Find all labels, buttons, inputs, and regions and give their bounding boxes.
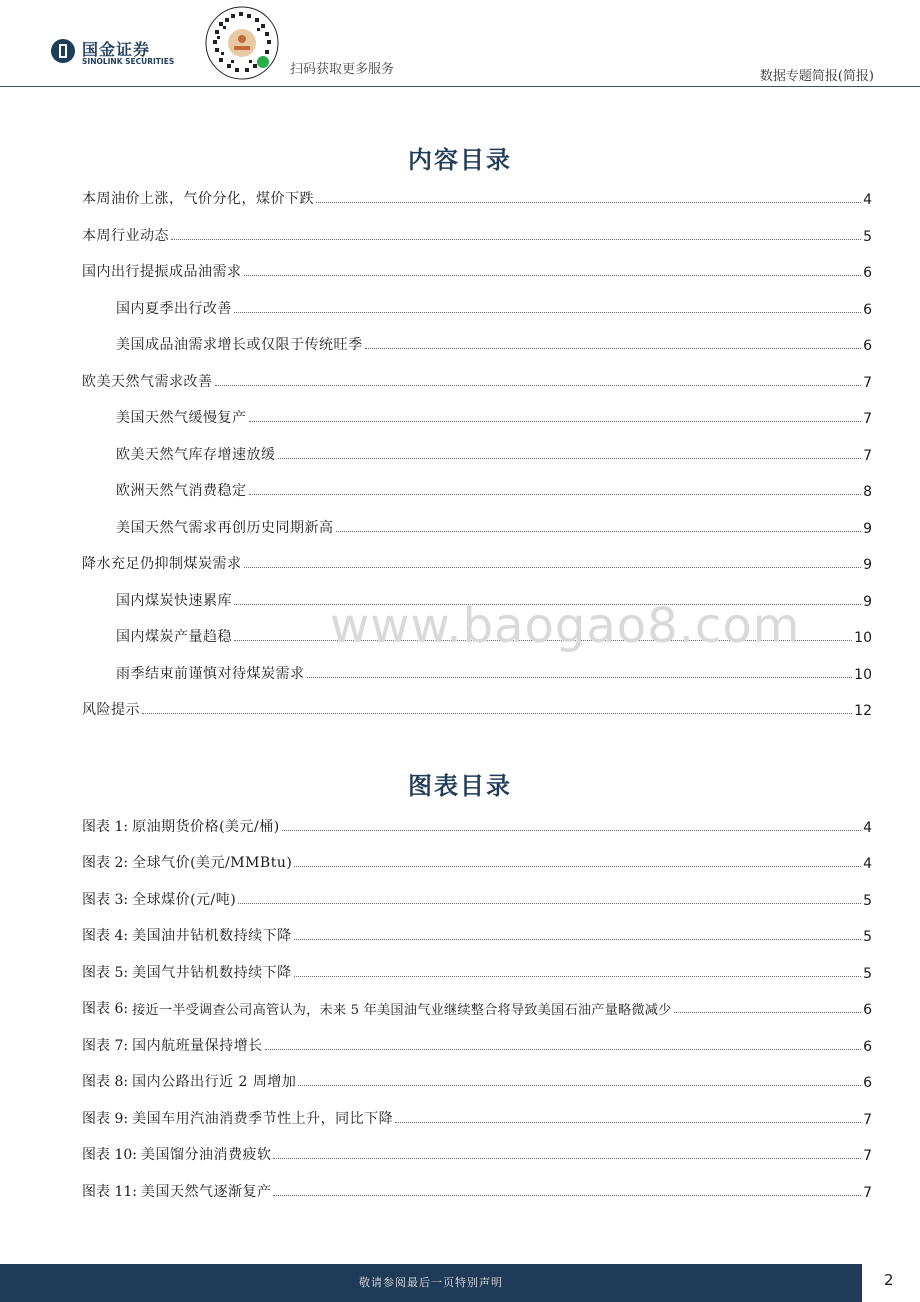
- page-ref: 9: [863, 521, 872, 537]
- dot-leader: [215, 385, 862, 386]
- toc-subentry[interactable]: [116, 405, 872, 427]
- figure-list-title: 图表目录: [408, 771, 512, 800]
- figure-number: 图表 3:: [82, 892, 129, 908]
- entry-label: 本周行业动态: [82, 228, 169, 244]
- page-ref: 10: [854, 630, 872, 646]
- figure-entry[interactable]: [82, 1179, 872, 1201]
- page-ref: 9: [863, 594, 872, 610]
- entry-label: 美国车用汽油消费季节性上升，同比下降: [132, 1111, 394, 1127]
- entry-label: 美国成品油需求增长或仅限于传统旺季: [116, 337, 363, 353]
- figure-entry[interactable]: [82, 1033, 872, 1055]
- page-ref: 4: [863, 192, 872, 208]
- figure-number: 图表 11:: [82, 1184, 137, 1200]
- dot-leader: [282, 830, 861, 831]
- entry-label: 美国油井钻机数持续下降: [132, 928, 292, 944]
- entry-label: 全球气价(美元/MMBtu): [132, 855, 293, 871]
- dot-leader: [249, 421, 862, 422]
- toc-subentry[interactable]: [116, 478, 872, 500]
- dot-leader: [336, 531, 862, 532]
- page-ref: 6: [863, 338, 872, 354]
- page-ref: 6: [863, 1075, 872, 1091]
- figure-number: 图表 10:: [82, 1147, 137, 1163]
- toc-title: 内容目录: [408, 145, 512, 174]
- header-divider: [0, 86, 920, 87]
- document-type: 数据专题简报(简报): [759, 69, 874, 84]
- entry-label: 原油期货价格(美元/桶): [132, 819, 280, 835]
- entry-label: 美国气井钻机数持续下降: [132, 965, 292, 981]
- page-ref: 6: [863, 302, 872, 318]
- dot-leader: [171, 239, 861, 240]
- toc-entry[interactable]: [82, 259, 872, 281]
- dot-leader: [307, 677, 853, 678]
- figure-number: 图表 4:: [82, 928, 129, 944]
- page-ref: 10: [854, 667, 872, 683]
- page-ref: 5: [863, 229, 872, 245]
- entry-label: 欧洲天然气消费稳定: [116, 483, 247, 499]
- scan-qr-caption: 扫码获取更多服务: [290, 62, 395, 77]
- watermark: www.baogao8.com: [330, 598, 801, 654]
- page-ref: 6: [863, 1039, 872, 1055]
- dot-leader: [365, 348, 862, 349]
- page-ref: 8: [863, 484, 872, 500]
- figure-entry[interactable]: [82, 1106, 872, 1128]
- logo-text-en: SINOLINK SECURITIES: [82, 57, 175, 66]
- toc-subentry[interactable]: [116, 661, 872, 683]
- company-logo: [50, 36, 180, 70]
- entry-label: 国内出行提振成品油需求: [82, 264, 242, 280]
- dot-leader: [294, 939, 862, 940]
- figure-entry[interactable]: [82, 850, 872, 872]
- entry-label: 国内煤炭产量趋稳: [116, 629, 232, 645]
- page-header: [0, 0, 920, 88]
- toc-entry[interactable]: [82, 697, 872, 719]
- figure-number: 图表 1:: [82, 819, 129, 835]
- dot-leader: [249, 494, 862, 495]
- dot-leader: [674, 1012, 862, 1013]
- dot-leader: [395, 1122, 861, 1123]
- entry-label: 美国天然气需求再创历史同期新高: [116, 520, 334, 536]
- page-ref: 7: [863, 1185, 872, 1201]
- figure-number: 图表 9:: [82, 1111, 129, 1127]
- figure-entry[interactable]: [82, 887, 872, 909]
- entry-label: 美国天然气逐渐复产: [140, 1184, 272, 1200]
- dot-leader: [294, 976, 862, 977]
- dot-leader: [238, 903, 861, 904]
- entry-label: 国内煤炭快速累库: [116, 593, 232, 609]
- dot-leader: [142, 713, 852, 714]
- dot-leader: [294, 866, 861, 867]
- page-ref: 12: [854, 703, 872, 719]
- entry-label: 国内航班量保持增长: [132, 1038, 263, 1054]
- entry-label: 国内公路出行近 2 周增加: [132, 1074, 297, 1090]
- page-ref: 7: [863, 411, 872, 427]
- page-ref: 4: [863, 856, 872, 872]
- footer-disclaimer: 敬请参阅最后一页特别声明: [359, 1276, 503, 1289]
- page-ref: 5: [863, 929, 872, 945]
- page-ref: 6: [863, 1002, 872, 1018]
- dot-leader: [265, 1049, 862, 1050]
- entry-label: 风险提示: [82, 702, 140, 718]
- entry-label: 国内夏季出行改善: [116, 301, 232, 317]
- page-ref: 5: [863, 966, 872, 982]
- figure-number: 图表 5:: [82, 965, 129, 981]
- page-ref: 7: [863, 1148, 872, 1164]
- logo-text-cn: 国金证券: [82, 40, 151, 59]
- figure-number: 图表 7:: [82, 1038, 129, 1054]
- dot-leader: [244, 567, 862, 568]
- page-ref: 7: [863, 448, 872, 464]
- qr-code-icon[interactable]: [205, 6, 279, 80]
- figure-entry[interactable]: [82, 814, 872, 836]
- dot-leader: [234, 312, 861, 313]
- toc-subentry[interactable]: [116, 442, 872, 464]
- dot-leader: [273, 1195, 861, 1196]
- toc-entry[interactable]: [82, 186, 872, 208]
- dot-leader: [298, 1085, 861, 1086]
- entry-label: 全球煤价(元/吨): [132, 892, 237, 908]
- entry-label: 美国天然气缓慢复产: [116, 410, 247, 426]
- figure-number: 图表 6:: [82, 1001, 129, 1017]
- figure-number: 图表 2:: [82, 855, 129, 871]
- entry-label: 美国馏分油消费疲软: [140, 1147, 272, 1163]
- entry-label: 降水充足仍抑制煤炭需求: [82, 556, 242, 572]
- entry-label: 欧美天然气需求改善: [82, 374, 213, 390]
- toc-subentry[interactable]: [116, 515, 872, 537]
- toc-entry[interactable]: [82, 551, 872, 573]
- page-ref: 4: [863, 820, 872, 836]
- entry-label: 接近一半受调查公司高管认为，未来 5 年美国油气业继续整合将导致美国石油产量略微减少: [132, 1003, 672, 1018]
- toc-entry[interactable]: [82, 369, 872, 391]
- toc-entry[interactable]: [82, 223, 872, 245]
- page-number: 2: [884, 1271, 894, 1289]
- toc-subentry[interactable]: [116, 332, 872, 354]
- page-ref: 5: [863, 893, 872, 909]
- figure-entry[interactable]: [82, 923, 872, 945]
- figure-entry[interactable]: [82, 1069, 872, 1091]
- figure-entry[interactable]: [82, 996, 872, 1018]
- dot-leader: [278, 458, 862, 459]
- toc-subentry[interactable]: [116, 296, 872, 318]
- dot-leader: [273, 1158, 861, 1159]
- figure-entry[interactable]: [82, 960, 872, 982]
- entry-label: 雨季结束前谨慎对待煤炭需求: [116, 666, 305, 682]
- sinolink-logo-icon: [50, 38, 76, 64]
- page-ref: 7: [863, 375, 872, 391]
- page-ref: 7: [863, 1112, 872, 1128]
- dot-leader: [316, 202, 861, 203]
- dot-leader: [244, 275, 862, 276]
- page-ref: 9: [863, 557, 872, 573]
- entry-label: 本周油价上涨，气价分化，煤价下跌: [82, 191, 314, 207]
- page-ref: 6: [863, 265, 872, 281]
- figure-number: 图表 8:: [82, 1074, 129, 1090]
- figure-entry[interactable]: [82, 1142, 872, 1164]
- entry-label: 欧美天然气库存增速放缓: [116, 447, 276, 463]
